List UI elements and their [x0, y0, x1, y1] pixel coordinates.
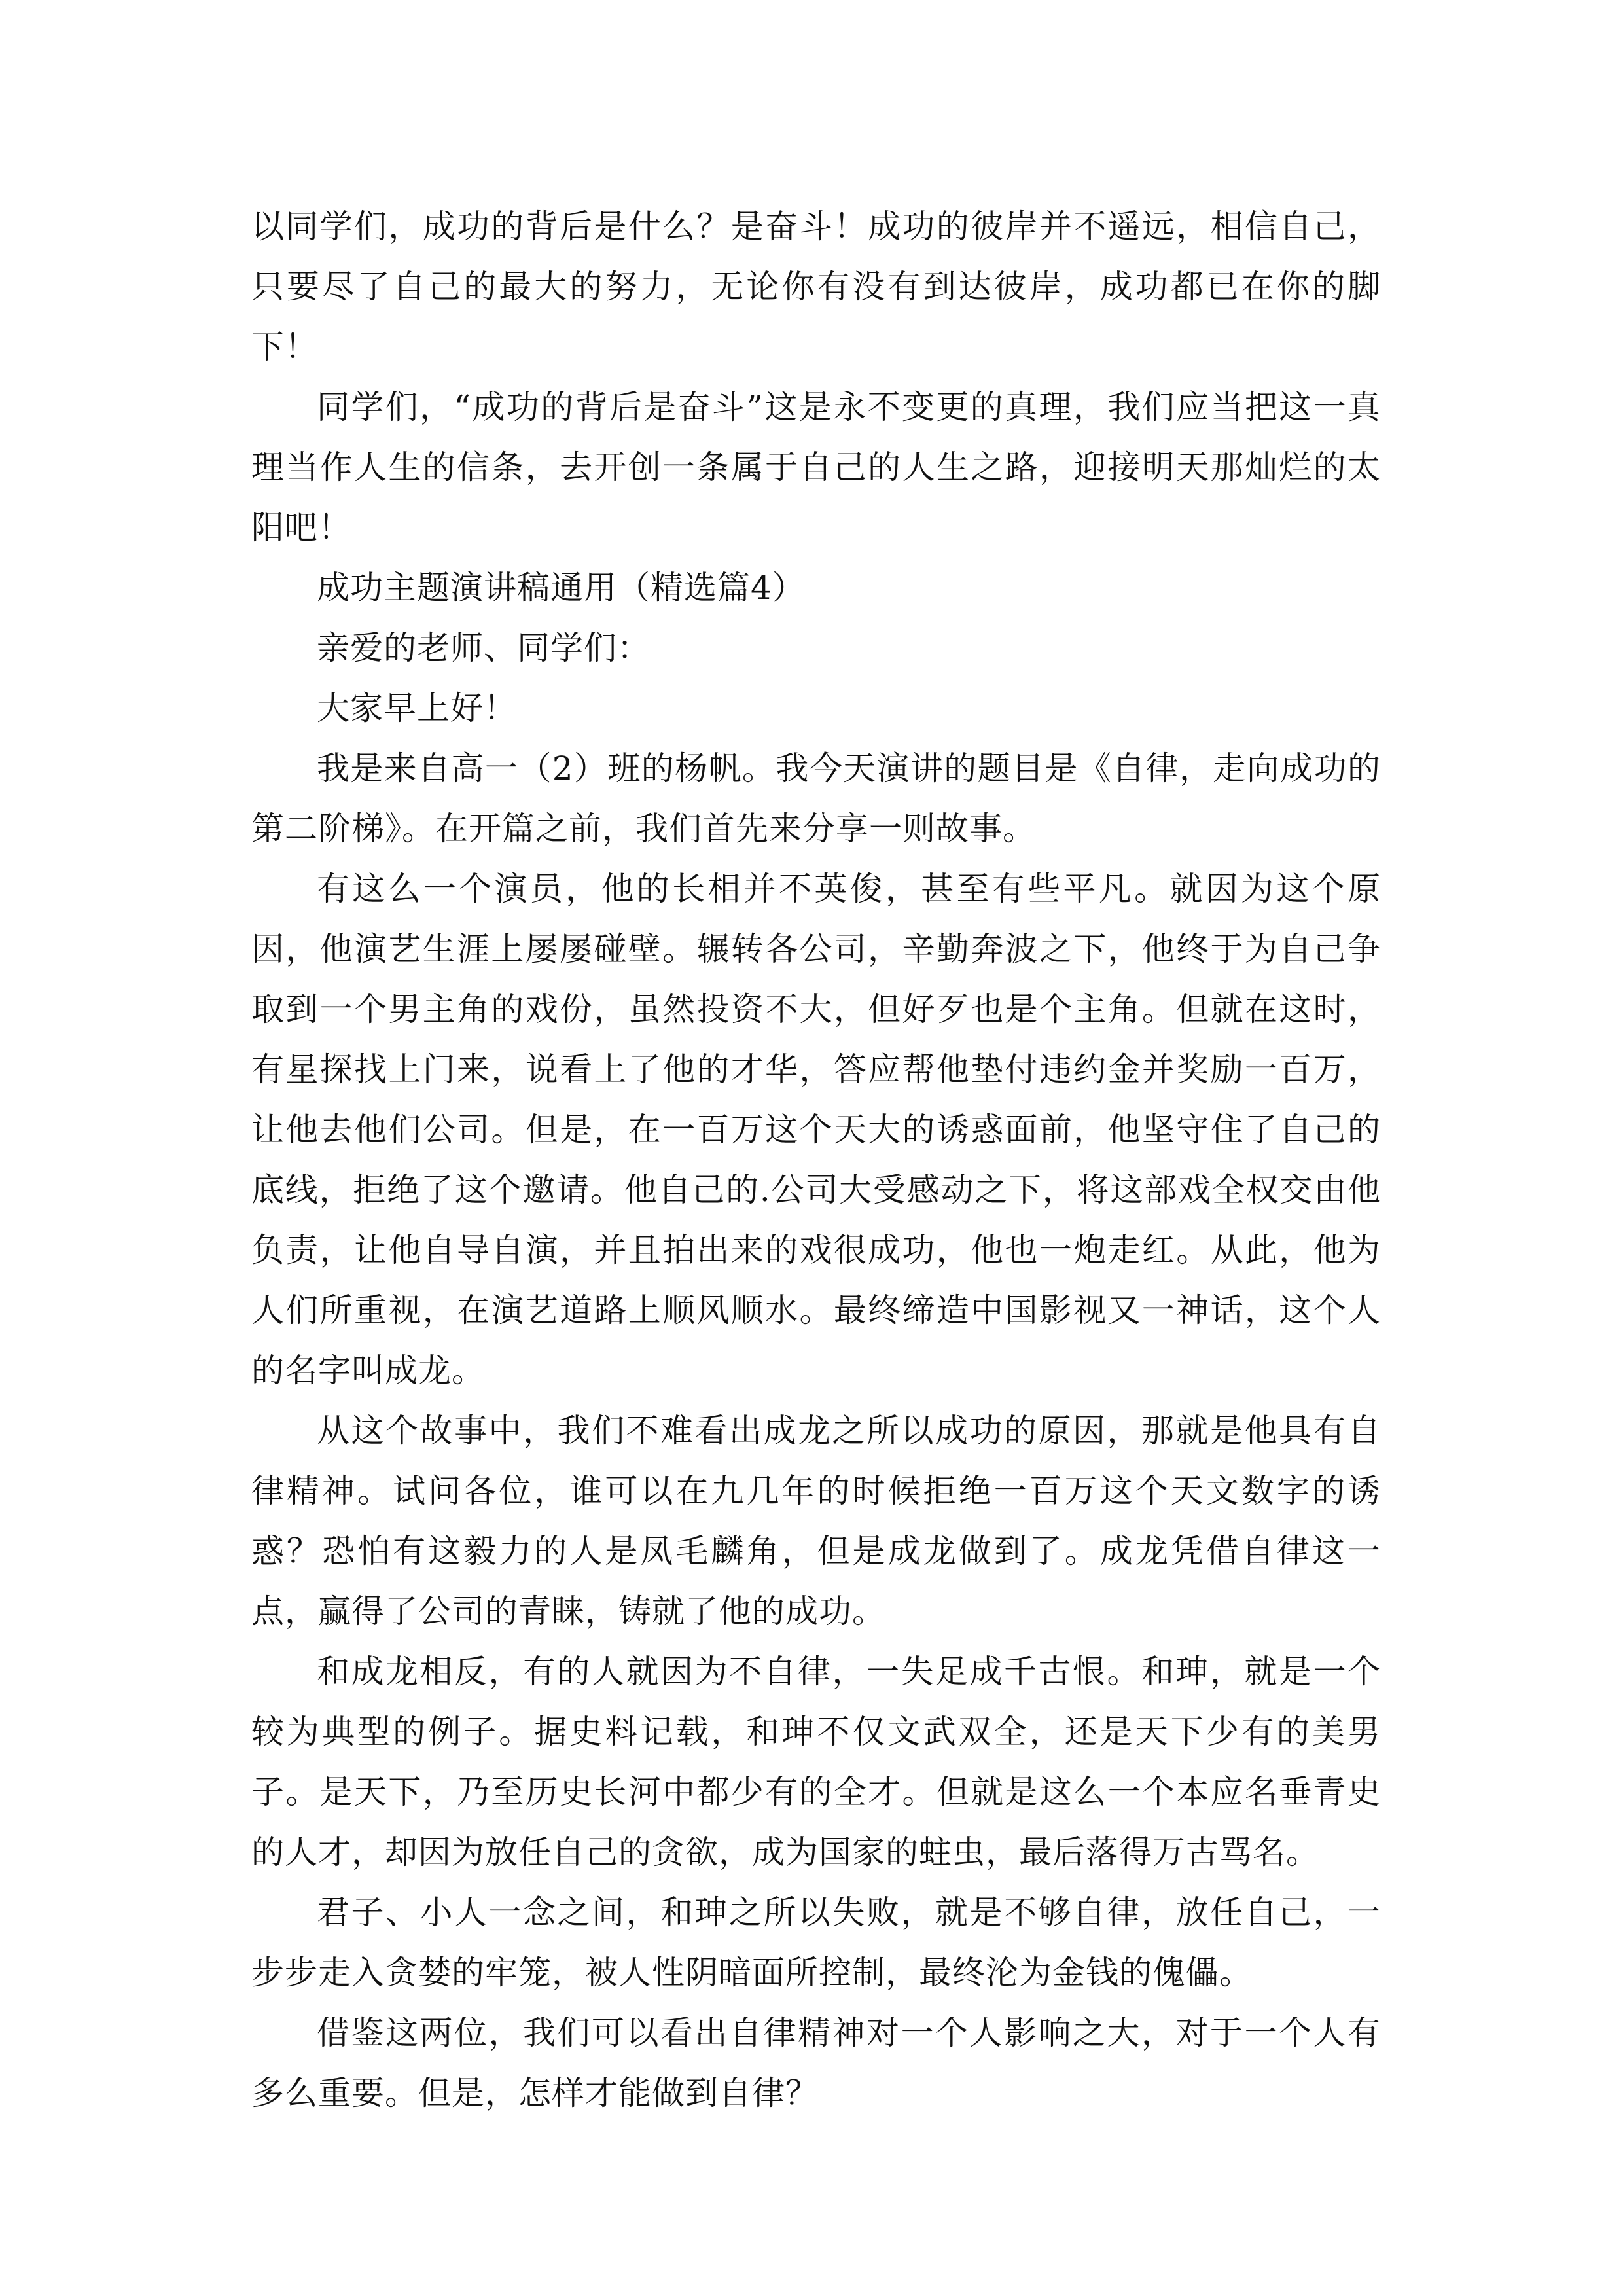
paragraph-conclusion: 同学们，“成功的背后是奋斗”这是永不变更的真理，我们应当把这一真理当作人生的信条，去开创一条属于自己的人生之路，迎接明天那灿烂的太阳吧！ [251, 388, 1381, 547]
greeting: 大家早上好！ [317, 689, 517, 727]
paragraph-analysis: 从这个故事中，我们不难看出成龙之所以成功的原因，那就是他具有自律精神。试问各位，谁可以在九几年的时候拒绝一百万这个天文数字的诱惑？恐怕有这毅力的人是凤毛麟角，但是成龙做到了。成龙凭借自律这一点，赢得了公司的青睐，铸就了他的成功。 [251, 1412, 1381, 1630]
paragraph-continuation: 以同学们，成功的背后是什么？是奋斗！成功的彼岸并不遥远，相信自己，只要尽了自己的最大的努力，无论你有没有到达彼岸，成功都已在你的脚下！ [251, 207, 1381, 366]
paragraph-introduction: 我是来自高一（2）班的杨帆。我今天演讲的题目是《自律，走向成功的第二阶梯》。在开篇之前，我们首先来分享一则故事。 [251, 749, 1381, 848]
paragraph-question: 借鉴这两位，我们可以看出自律精神对一个人影响之大，对于一个人有多么重要。但是，怎样才能做到自律？ [251, 2014, 1381, 2112]
paragraph-story: 有这么一个演员，他的长相并不英俊，甚至有些平凡。就因为这个原因，他演艺生涯上屡屡碰壁。辗转各公司，辛勤奔波之下，他终于为自己争取到一个男主角的戏份，虽然投资不大，但好歹也是个主角。但就在这时，有星探找上门来，说看上了他的才华，答应帮他垫付违约金并奖励一百万，让他去他们公司。但是，在一百万这个天大的诱惑面前，他坚守住了自己的底线，拒绝了这个邀请。他自己的.公司大受感动之下，将这部戏全权交由他负责，让他自导自演，并且拍出来的戏很成功，他也一炮走红。从此，他为人们所重视，在演艺道路上顺风顺水。最终缔造中国影视又一神话，这个人的名字叫成龙。 [251, 870, 1381, 1390]
salutation: 亲爱的老师、同学们： [317, 629, 651, 667]
paragraph-counterexample: 和成龙相反，有的人就因为不自律，一失足成千古恨。和珅，就是一个较为典型的例子。据史料记载，和珅不仅文武双全，还是天下少有的美男子。是天下，乃至历史长河中都少有的全才。但就是这么一个本应名垂青史的人才，却因为放任自己的贪欲，成为国家的蛀虫，最后落得万古骂名。 [251, 1653, 1381, 1871]
paragraph-reflection: 君子、小人一念之间，和珅之所以失败，就是不够自律，放任自己，一步步走入贪婪的牢笼，被人性阴暗面所控制，最终沦为金钱的傀儡。 [251, 1893, 1381, 1992]
section-heading: 成功主题演讲稿通用（精选篇4） [317, 569, 806, 607]
document-body [251, 196, 1381, 2123]
